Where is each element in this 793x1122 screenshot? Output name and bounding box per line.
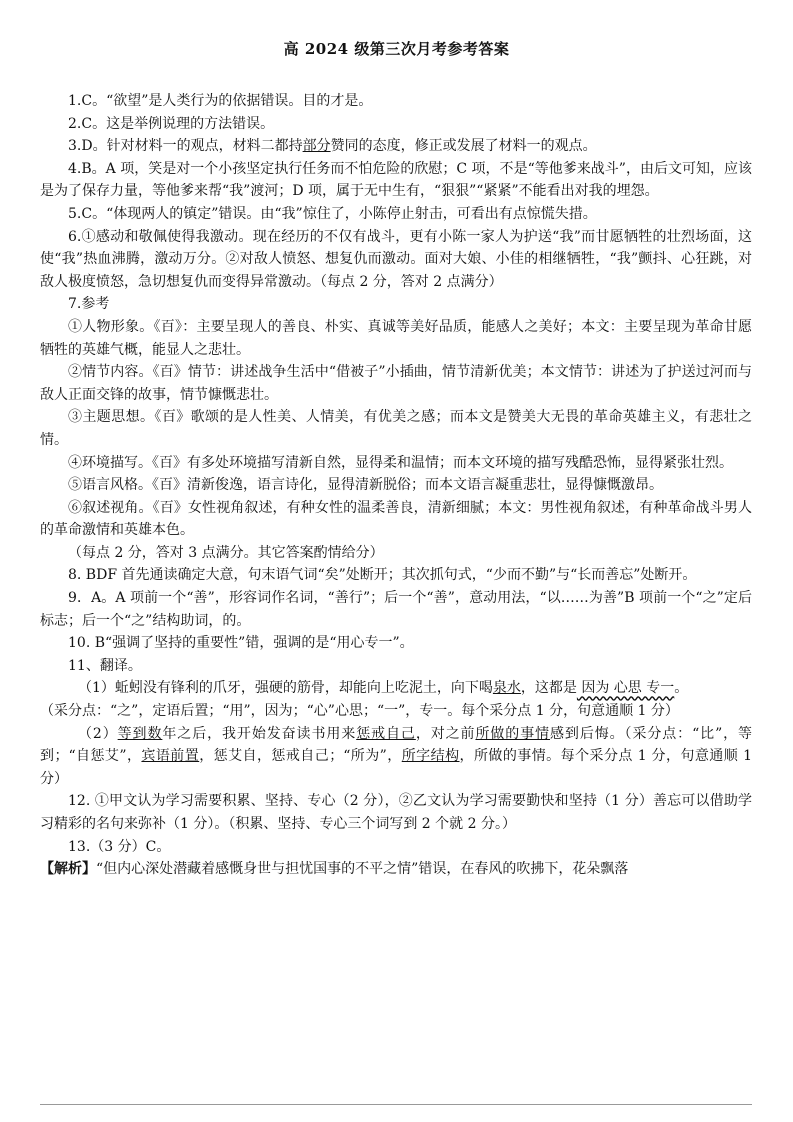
answer-7-point-4: ④环境描写。《百》有多处环境描写清新自然，显得柔和温情；而本文环境的描写残酷恐怖，显得紧张壮烈。	[68, 454, 733, 471]
answer-3-text-b: 赞同的态度，修正或发展了材料一的观点。	[330, 138, 597, 155]
translation-1-underlined-1: 泉水	[492, 680, 521, 697]
translation-2-underlined-2: 惩戒自己	[356, 725, 416, 742]
answer-7-point-6: ⑥叙述视角。《百》女性视角叙述，有种女性的温柔善良，清新细腻；本文：男性视角叙述，有种革命战斗男人的革命激情和英雄本色。	[40, 499, 752, 539]
translation-2-underlined-3: 所做的事情	[475, 725, 551, 742]
translation-1-text-a: （1）蚯蚓没有锋利的爪牙，强硬的筋骨，却能向上吃泥土，向下喝	[78, 680, 493, 697]
answer-11-scoring-1: （采分点：“之”，定语后置；“用”，因为；“心”心思；“一”，专一。每个采分点 1 分，句意通顺 1 分）	[40, 703, 679, 720]
answer-7-scoring: （每点 2 分，答对 3 点满分。其它答案酌情给分）	[68, 544, 384, 561]
answer-3	[40, 135, 752, 158]
answer-3-text-a: 3.D。针对材料一的观点，材料二都持	[68, 138, 303, 155]
answer-7-heading: 7.参考	[68, 296, 110, 313]
answer-2: 2.C。这是举例说理的方法错误。	[68, 115, 275, 132]
answer-11-heading: 11、翻译。	[68, 657, 142, 674]
answer-7-point-2: ②情节内容。《百》情节：讲述战争生活中“借被子”小插曲，情节清新优美；本文情节：讲述为了护送过河而与敌人正面交锋的故事，情节慷慨悲壮。	[40, 364, 752, 403]
translation-2-text-b: 年之后，我开始发奋读书用来	[162, 725, 357, 742]
answer-1: 1.C。“欲望”是人类行为的依据错误。目的才是。	[68, 93, 373, 109]
translation-2-text-f: ，所做的事情。每个采分点 1 分，句意通顺 1 分）	[40, 748, 752, 787]
analysis-text: “但内心深处潜藏着感慨身世与担忧国事的不平之情”错误，在春风的吹拂下，花朵飘落	[96, 861, 629, 878]
answer-13-analysis	[40, 858, 752, 881]
answer-3-underlined: 部分	[302, 138, 331, 155]
answer-11-translation-2	[40, 723, 752, 791]
answer-7-point-3: ③主题思想。《百》歌颂的是人性美、人情美，有优美之感；而本文是赞美大无畏的革命英雄主义，有悲壮之情。	[40, 409, 752, 448]
page-bottom-divider	[40, 1104, 752, 1105]
answer-9: 9．A。A 项前一个“善”，形容词作名词，“善行”；后一个“善”，意动用法，“以……为善”B 项前一个“之”定后标志；后一个“之”结构助词，的。	[40, 590, 752, 629]
answer-6: 6.①感动和敬佩使得我激动。现在经历的不仅有战斗，更有小陈一家人为护送“我”而甘愿牺牲的壮烈场面，这使“我”热血沸腾，激动万分。②对敌人愤怒、想复仇而激动。面对大娘、小佳的相继牺牲，“我”颤抖、心狂跳，对敌人极度愤怒，急切想复仇而变得异常激动。（每点 2 分，答对 2 点满分）	[40, 228, 752, 290]
translation-2-text-a: （2）	[78, 725, 118, 742]
page-title: 高 2024 级第三次月考参考答案	[283, 40, 510, 58]
answer-4: 4.B。A 项，笑是对一个小孩坚定执行任务而不怕危险的欣慰；C 项，不是“等他爹来战斗”，由后文可知，应该是为了保存力量，等他爹来帮“我”渡河；D 项，属于无中生有，“狠狠”“紧紧”不能看出对我的埋怨。	[40, 160, 752, 200]
answer-8: 8. BDF 首先通读确定大意，句末语气词“矣”处断开；其次抓句式，“少而不勤”与“长而善忘”处断开。	[68, 567, 697, 584]
translation-2-text-d: 感到后悔。（采分点：“比”，等到；“自惩艾”，	[40, 725, 753, 765]
answer-7-point-1: ①人物形象。《百》：主要呈现人的善良、朴实、真诚等美好品质，能感人之美好；本文：主要呈现为革命甘愿牺牲的英雄气概，能显人之悲壮。	[40, 318, 752, 358]
answer-13: 13.（3 分）C。	[68, 838, 171, 855]
answer-10: 10. B“强调了坚持的重要性”错，强调的是“用心专一”。	[68, 635, 414, 652]
translation-2-underlined-5: 所字结构	[401, 748, 460, 765]
translation-2-text-c: ，对之前	[415, 725, 476, 742]
translation-1-text-b: ，这都是	[520, 680, 577, 697]
answer-12: 12. ①甲文认为学习需要积累、坚持、专心（2 分），②乙文认为学习需要勤快和坚持（1 分）善忘可以借助学习精彩的名句来弥补（1 分）。（积累、坚持、专心三个词写到 2 个就 2 分。）	[40, 793, 752, 832]
analysis-label: 【解析】	[40, 861, 96, 878]
translation-1-text-c: 。	[674, 680, 689, 697]
translation-2-text-e: ，惩艾自，惩戒自己；“所为”，	[199, 748, 402, 765]
translation-2-underlined-4: 宾语前置	[141, 748, 200, 765]
answer-7-point-5: ⑤语言风格。《百》清新俊逸，语言诗化，显得清新脱俗；而本文语言凝重悲壮，显得慷慨激昂。	[68, 477, 663, 494]
answer-content	[40, 90, 752, 881]
answer-5: 5.C。“体现两人的镇定”错误。由“我”惊住了，小陈停止射击，可看出有点惊慌失措。	[68, 205, 597, 222]
translation-1-underlined-2: 因为 心思 专一	[576, 680, 675, 697]
answer-11-translation-1	[40, 677, 752, 700]
translation-2-underlined-1: 等到数	[117, 725, 163, 742]
